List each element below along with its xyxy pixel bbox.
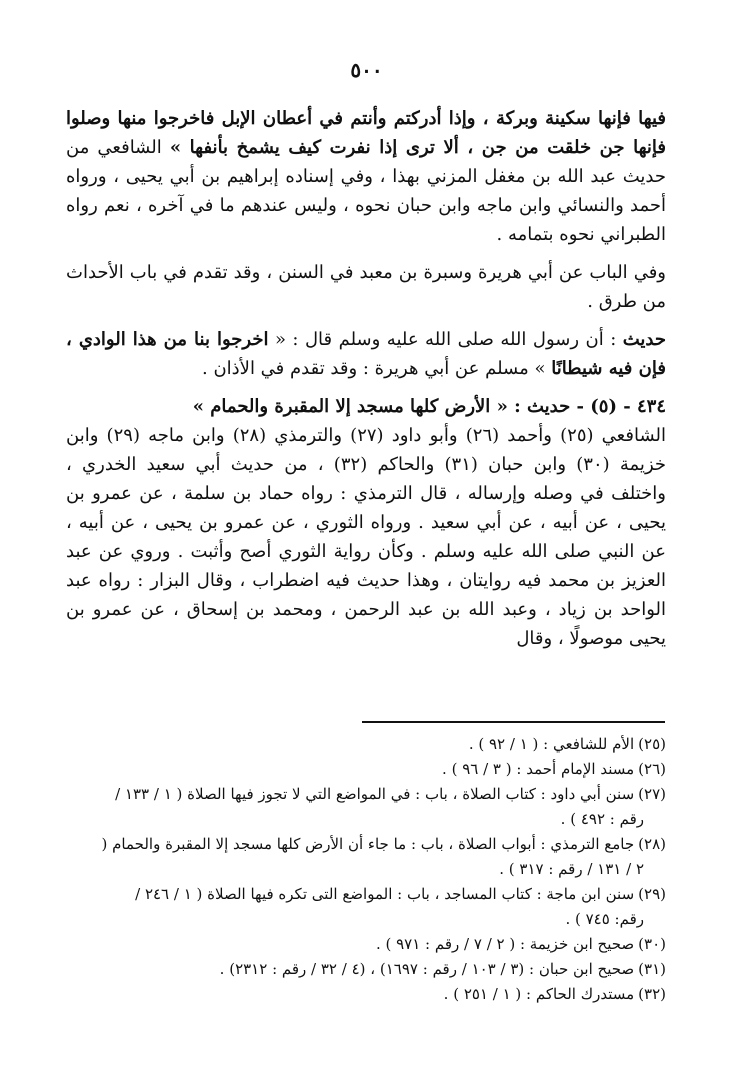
footnote	[56, 732, 666, 757]
hadith-quote-bold: اخرجوا بنا من هذا الوادي ، فإن فيه شيطانًا	[66, 329, 666, 379]
footnote-number: (٢٧)	[638, 785, 666, 803]
footnote	[56, 832, 666, 882]
footnote-number: (٢٨)	[638, 835, 666, 853]
footnote-number: (٢٦)	[638, 760, 666, 778]
footnote-number: (٢٥)	[638, 735, 666, 753]
paragraph-2: وفي الباب عن أبي هريرة وسبرة بن معبد في السنن ، وقد تقدم في باب الأحداث من طرق .	[66, 262, 666, 312]
hadith-text-bold: فيها فإنها سكينة وبركة ، وإذا أدركتم وأنتم في أعطان الإبل فاخرجوا منها وصلوا فإنها جن خلقت من جن ، ألا ترى إذا نفرت كيف يشمخ بأنفها »	[66, 108, 667, 158]
footnotes	[56, 732, 666, 1007]
paragraph-4-rest: الشافعي (٢٥) وأحمد (٢٦) وأبو داود (٢٧) والترمذي (٢٨) وابن ماجه (٢٩) وابن خزيمة (٣٠) وابن حبان (٣١) والحاكم (٣٢) ، من حديث أبي سعيد الخدري ، واختلف في وصله وإرساله ، قال الترمذي : رواه حماد بن سلمة ، عن عمرو بن يحيى ، عن أبيه ، عن أبي سعيد . ورواه الثوري ، عن عمرو بن يحيى ، عن أبيه ، عن النبي صلى الله عليه وسلم . وكأن رواية الثوري أصح وأثبت . وروي عن عبد العزيز بن محمد فيه روايتان ، وهذا حديث فيه اضطراب ، وقال البزار : رواه عبد الواحد بن زياد ، وعبد الله بن عبد الرحمن ، ومحمد بن إسحاق ، عن عمرو بن يحيى موصولًا ، وقال	[66, 425, 667, 649]
footnote	[56, 932, 666, 957]
footnote-text: جامع الترمذي : أبواب الصلاة ، باب : ما جاء أن الأرض كلها مسجد إلا المقبرة والحمام (	[101, 835, 635, 853]
footnote-divider	[362, 721, 665, 723]
paragraph-1-rest: الشافعي من حديث عبد الله بن مغفل المزني بهذا ، وفي إسناده إبراهيم بن أبي يحيى ، ورواه أحمد والنسائي وابن ماجه وابن حبان نحوه ، وليس عندهم ما في آخره ، نعم رواه الطبراني نحوه بتمامه .	[66, 137, 666, 245]
footnote-text: سنن ابن ماجة : كتاب المساجد ، باب : المواضع التى تكره فيها الصلاة ( ١ / ٢٤٦ /	[135, 885, 635, 903]
footnote-continuation: رقم: ٧٤٥ ) .	[565, 910, 644, 928]
footnote-number: (٣١)	[638, 960, 666, 978]
footnote	[56, 882, 666, 932]
footnote-number: (٢٩)	[638, 885, 666, 903]
footnote-number: (٣٠)	[638, 935, 666, 953]
paragraph-3	[66, 325, 666, 383]
paragraph-1	[66, 104, 666, 249]
footnote	[56, 782, 666, 832]
footnote-continuation: رقم : ٤٩٢ ) .	[560, 810, 644, 828]
paragraph-4	[66, 392, 666, 653]
footnote-text: صحيح ابن حبان : (٣ / ١٠٣ / رقم : ١٦٩٧) ، (٤ / ٣٢ / رقم : ٢٣١٢) .	[219, 960, 635, 978]
paragraph-3-source: » مسلم عن أبي هريرة : وقد تقدم في الأذان .	[202, 358, 552, 379]
footnote	[56, 982, 666, 1007]
footnote-text: صحيح ابن خزيمة : ( ٢ / ٧ / رقم : ٩٧١ ) .	[375, 935, 635, 953]
footnote-text: مستدرك الحاكم : ( ١ / ٢٥١ ) .	[443, 985, 635, 1003]
footnote-text: مسند الإمام أحمد : ( ٣ / ٩٦ ) .	[442, 760, 635, 778]
main-text	[66, 104, 666, 653]
footnote	[56, 757, 666, 782]
page-number: ٥٠٠	[350, 58, 383, 82]
footnote-text: سنن أبي داود : كتاب الصلاة ، باب : في المواضع التي لا تجوز فيها الصلاة ( ١ / ١٣٣ /	[115, 785, 635, 803]
footnote	[56, 957, 666, 982]
paragraph-3-intro: : أن رسول الله صلى الله عليه وسلم قال : «	[268, 329, 623, 350]
footnote-continuation: ٢ / ١٣١ / رقم : ٣١٧ ) .	[499, 860, 644, 878]
footnote-text: الأم للشافعي : ( ١ / ٩٢ ) .	[468, 735, 635, 753]
footnote-number: (٣٢)	[638, 985, 666, 1003]
hadith-heading: ٤٣٤ - (٥) - حديث : « الأرض كلها مسجد إلا المقبرة والحمام »	[192, 396, 666, 417]
hadith-label: حديث	[622, 329, 666, 350]
